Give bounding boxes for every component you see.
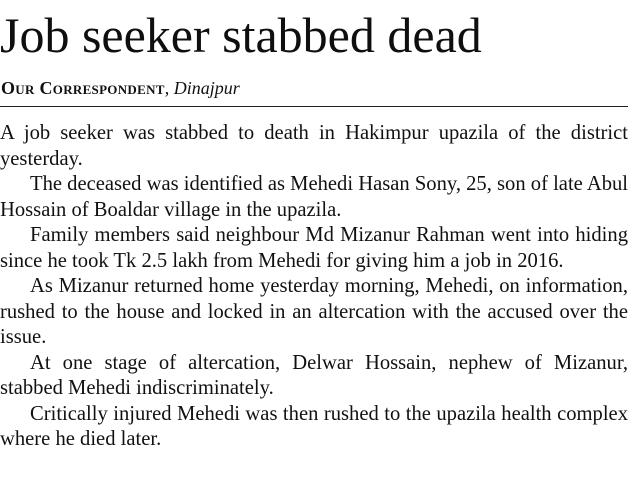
article-paragraph: The deceased was identified as Mehedi Hasan Sony, 25, son of late Abul Hossain of Boaldar village in the upazila. <box>0 173 629 221</box>
byline <box>1 74 625 102</box>
byline-location: Dinajpur <box>173 78 240 98</box>
headline: Job seeker stabbed dead <box>0 7 482 63</box>
byline-separator: , <box>164 78 174 98</box>
article-paragraph: A job seeker was stabbed to death in Hakimpur upazila of the district yesterday. <box>0 122 628 170</box>
article-paragraph: At one stage of altercation, Delwar Hossain, nephew of Mizanur, stabbed Mehedi indiscriminately. <box>0 351 628 399</box>
article-paragraph: As Mizanur returned home yesterday morning, Mehedi, on information, rushed to the house and locked in an altercation with the accused over the issue. <box>0 275 628 348</box>
byline-author: Our Correspondent <box>1 78 165 98</box>
article-paragraph: Critically injured Mehedi was then rushed to the upazila health complex where he died later. <box>0 402 628 450</box>
byline-divider <box>0 106 628 107</box>
article-body <box>0 121 628 453</box>
article-paragraph: Family members said neighbour Md Mizanur Rahman went into hiding since he took Tk 2.5 lakh from Mehedi for giving him a job in 2016. <box>0 224 628 272</box>
